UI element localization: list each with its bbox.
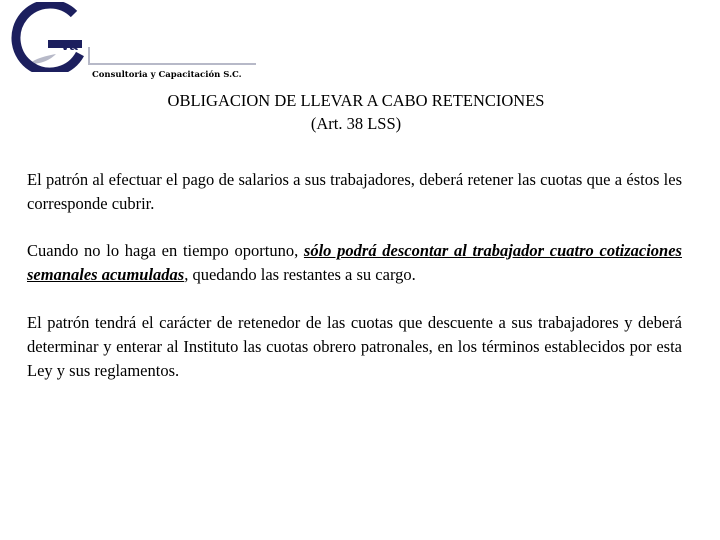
logo-letters: va: [61, 37, 78, 54]
logo-g-mark: [4, 2, 264, 72]
paragraph-2-start: Cuando no lo haga en tiempo oportuno,: [27, 241, 304, 260]
paragraph-2: [27, 239, 682, 287]
title-line-2: (Art. 38 LSS): [310, 114, 402, 133]
company-logo: [4, 2, 264, 82]
paragraph-3: El patrón tendrá el carácter de retenedor de las cuotas que descuente a sus trabajadores y deberá determinar y enterar al Instituto las cuotas obrero patronales, en los términos establecidos por esta Ley y sus reglamentos.: [27, 313, 682, 380]
paragraph-2-end: , quedando las restantes a su cargo.: [184, 265, 416, 284]
paragraph-2-emphasis: sólo podrá descontar al trabajador cuatro cotizaciones semanales acumuladas: [27, 241, 682, 284]
document-title: [0, 89, 712, 135]
logo-tagline: Consultoria y Capacitación S.C.: [92, 70, 242, 80]
title-line-1: OBLIGACION DE LLEVAR A CABO RETENCIONES: [167, 91, 545, 110]
paragraph-1: El patrón al efectuar el pago de salarios a sus trabajadores, deberá retener las cuotas que a éstos les corresponde cubrir.: [27, 170, 682, 213]
